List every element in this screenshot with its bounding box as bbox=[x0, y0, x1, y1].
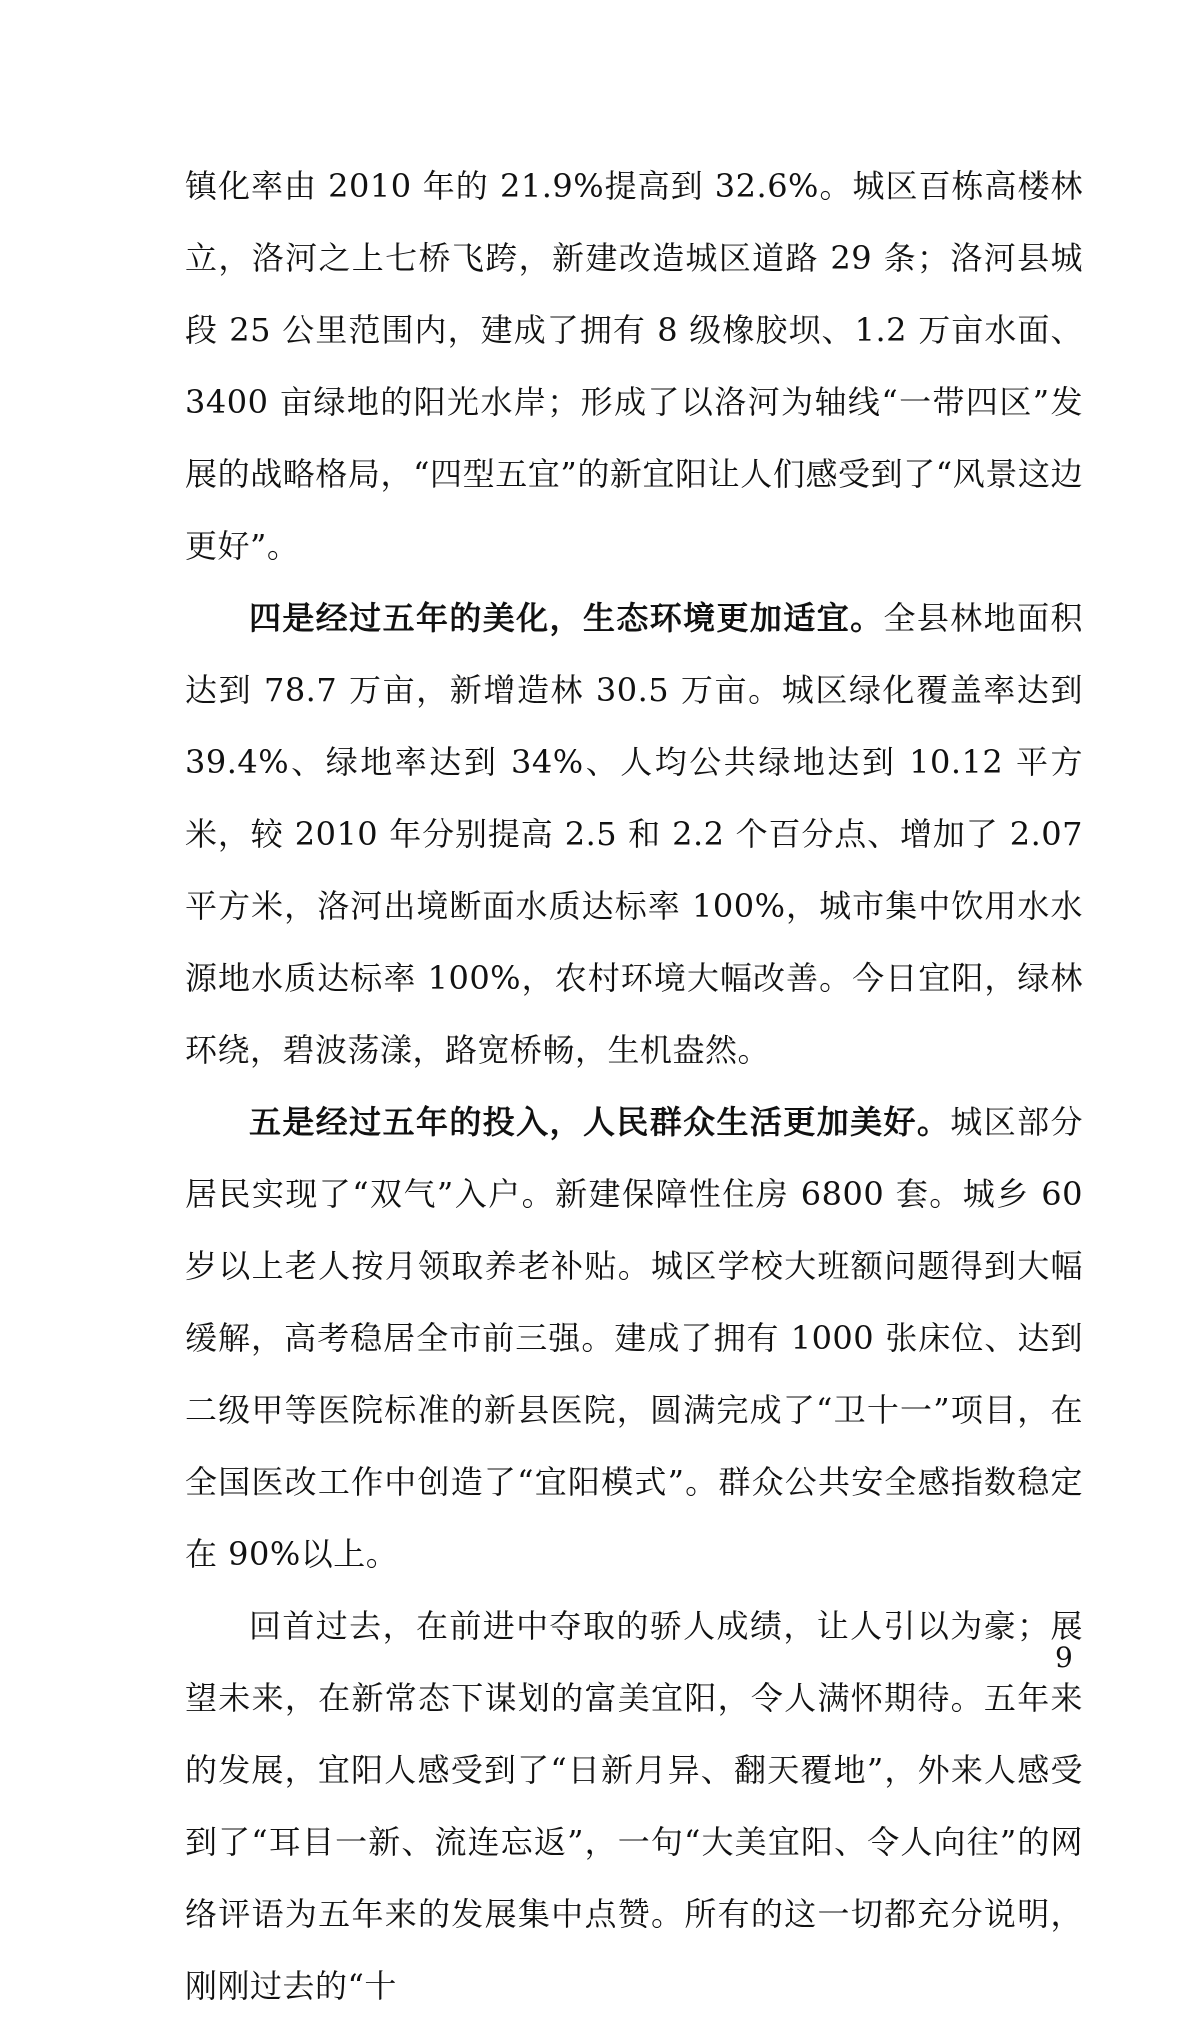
paragraph-ecology-heading: 四是经过五年的美化，生态环境更加适宜。 bbox=[249, 599, 884, 637]
body-text bbox=[185, 150, 1083, 2022]
paragraph-urbanization-text: 镇化率由 2010 年的 21.9%提高到 32.6%。城区百栋高楼林立，洛河之上七桥飞跨，新建改造城区道路 29 条；洛河县城段 25 公里范围内，建成了拥有 8 级橡胶坝、1.2 万亩水面、3400 亩绿地的阳光水岸；形成了以洛河为轴线“一带四区”发展的战略格局，“四型五宜”的新宜阳让人们感受到了“风景这边更好”。 bbox=[185, 167, 1083, 565]
paragraph-livelihood-heading: 五是经过五年的投入，人民群众生活更加美好。 bbox=[249, 1103, 951, 1141]
paragraph-ecology-text: 全县林地面积达到 78.7 万亩，新增造林 30.5 万亩。城区绿化覆盖率达到 39.4%、绿地率达到 34%、人均公共绿地达到 10.12 平方米，较 2010 年分别提高 2.5 和 2.2 个百分点、增加了 2.07 平方米，洛河出境断面水质达标率 100%，城市集中饮用水水源地水质达标率 100%，农村环境大幅改善。今日宜阳，绿林环绕，碧波荡漾，路宽桥畅，生机盎然。 bbox=[185, 599, 1083, 1069]
page-number: 9 bbox=[1055, 1641, 1073, 1674]
paragraph-livelihood bbox=[185, 1086, 1083, 1590]
paragraph-review-text: 回首过去，在前进中夺取的骄人成绩，让人引以为豪；展望未来，在新常态下谋划的富美宜阳，令人满怀期待。五年来的发展，宜阳人感受到了“日新月异、翻天覆地”，外来人感受到了“耳目一新、流连忘返”，一句“大美宜阳、令人向往”的网络评语为五年来的发展集中点赞。所有的这一切都充分说明，刚刚过去的“十 bbox=[185, 1607, 1083, 2005]
paragraph-urbanization bbox=[185, 150, 1083, 582]
paragraph-review bbox=[185, 1590, 1083, 2022]
paragraph-ecology bbox=[185, 582, 1083, 1086]
paragraph-livelihood-text: 城区部分居民实现了“双气”入户。新建保障性住房 6800 套。城乡 60 岁以上老人按月领取养老补贴。城区学校大班额问题得到大幅缓解，高考稳居全市前三强。建成了拥有 1000 张床位、达到二级甲等医院标准的新县医院，圆满完成了“卫十一”项目，在全国医改工作中创造了“宜阳模式”。群众公共安全感指数稳定在 90%以上。 bbox=[185, 1103, 1083, 1573]
